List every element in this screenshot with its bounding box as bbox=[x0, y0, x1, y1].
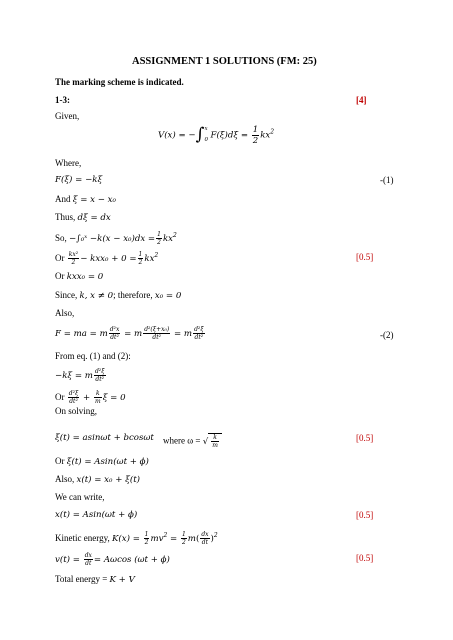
x-solution: x(t) = x₀ + ξ(t) bbox=[76, 475, 141, 485]
question-label: 1-3: bbox=[55, 95, 70, 105]
potential-equation: V(x) = −∫ x 0 F(ξ)dξ = $\frac{1}{2}$ $kx^2$ bbox=[158, 124, 275, 146]
dxi-equation: dξ = dx bbox=[77, 213, 111, 223]
or-word-3: Or bbox=[55, 392, 65, 402]
so-line: So, −∫₀ˣ −k(x − x₀)dx = $\frac{1}{2}$ $kx^2$ bbox=[55, 230, 177, 246]
xi-solution: ξ(t) = asinωt + bcosωt bbox=[55, 433, 154, 443]
kinetic-word: Kinetic energy, bbox=[55, 532, 110, 543]
or-line-3: Or $\frac{\text{d²ξ}}{\text{dt²}}$ + $\frac{k}{m}$ ξ = 0 bbox=[55, 390, 126, 405]
motion-equation: −kξ = m $\frac{\text{d²ξ}}{\text{dt²}}$ bbox=[55, 368, 105, 383]
k-x-nonzero: k, x ≠ 0 bbox=[79, 291, 114, 301]
also-line-2 bbox=[55, 474, 140, 486]
we-can-write-text: We can write, bbox=[55, 492, 105, 502]
also-word-2: Also, bbox=[55, 474, 75, 484]
thus-word: Thus, bbox=[55, 212, 76, 222]
kinetic-energy-line: Kinetic energy, K(x) = $\frac{1}{2}$ $mv^2$ = $\frac{1}{2}$ m( $\frac{dx}{dt}$ )$^2$ bbox=[55, 530, 218, 546]
xi-definition-line bbox=[55, 194, 116, 206]
mark-4: [0.5] bbox=[356, 553, 374, 563]
omega-definition: where ω = √ $\frac{k}{m}$ bbox=[163, 433, 222, 449]
total-word: Total energy = bbox=[55, 574, 108, 584]
equation-label-2: -(2) bbox=[380, 330, 394, 340]
half-fraction: $\frac{1}{2}$ bbox=[252, 124, 259, 146]
velocity-lhs: v(t) = bbox=[55, 555, 80, 565]
velocity-equation: v(t) = $\frac{dx}{dt}$ = Aωcos (ωt + ϕ) bbox=[55, 552, 170, 567]
total-energy-line bbox=[55, 574, 135, 586]
or-equation-1: − kxx₀ + 0 = bbox=[80, 253, 137, 264]
dxi-line bbox=[55, 212, 111, 224]
mark-2: [0.5] bbox=[356, 433, 374, 443]
where-text: Where, bbox=[55, 158, 82, 168]
so-word: So, bbox=[55, 232, 67, 243]
since-line bbox=[55, 290, 181, 302]
marking-scheme-note: The marking scheme is indicated. bbox=[55, 77, 184, 87]
or-line-4 bbox=[55, 456, 149, 468]
mark-3: [0.5] bbox=[356, 510, 374, 520]
where-omega-text: where ω = bbox=[163, 435, 201, 446]
given-text: Given, bbox=[55, 111, 80, 121]
xi-solution-2: ξ(t) = Asin(ωt + ϕ) bbox=[66, 457, 149, 467]
force-definition: F(ξ) = −kξ bbox=[55, 175, 103, 185]
motion-lhs: −kξ = m bbox=[55, 371, 93, 381]
from-eq-text: From eq. (1) and (2): bbox=[55, 351, 131, 361]
page-title: ASSIGNMENT 1 SOLUTIONS (FM: 25) bbox=[132, 56, 317, 67]
on-solving-text: On solving, bbox=[55, 406, 98, 416]
also-text-1: Also, bbox=[55, 308, 75, 318]
x-solution-2: x(t) = Asin(ωt + ϕ) bbox=[55, 510, 138, 520]
since-suffix: ; therefore, bbox=[113, 290, 153, 300]
mark-1: [0.5] bbox=[356, 252, 374, 262]
newton-equation: F = ma = m $\frac{\text{d²x}}{\text{dt²}}$ = m $\frac{\text{d²(ξ+x₀)}}{\text{dt²}}$ = m $\frac{\text{d²ξ}}{\text{dt²}}$ bbox=[55, 326, 204, 341]
so-equation: −∫₀ˣ −k(x − x₀)dx = bbox=[69, 233, 156, 244]
since-prefix: Since, bbox=[55, 290, 78, 300]
question-total-marks: [4] bbox=[356, 95, 367, 105]
total-rhs: K + V bbox=[109, 575, 135, 585]
integral-sign: ∫ bbox=[195, 124, 205, 145]
xi-definition: ξ = x − x₀ bbox=[72, 195, 116, 205]
potential-lhs: V(x) = − bbox=[158, 130, 196, 141]
or-word-1: Or bbox=[55, 252, 65, 263]
x0-zero: x₀ = 0 bbox=[154, 291, 182, 301]
newton-lhs: F = ma = m bbox=[55, 329, 108, 339]
or-word-4: Or bbox=[55, 456, 65, 466]
equation-label-1: -(1) bbox=[380, 175, 394, 185]
integral-limits: x 0 bbox=[204, 126, 208, 143]
or-line-2 bbox=[55, 271, 103, 283]
or-line-1: Or $\frac{\text{kx²}}{2}$ − kxx₀ + 0 = $\frac{1}{2}$ $kx^2$ bbox=[55, 250, 159, 266]
or-word-2: Or bbox=[55, 271, 65, 281]
kxx0-equation: kxx₀ = 0 bbox=[66, 272, 104, 282]
velocity-rhs: = Aωcos (ωt + ϕ) bbox=[93, 555, 170, 565]
kinetic-lhs: K(x) = bbox=[111, 533, 140, 544]
and-word: And bbox=[55, 194, 71, 204]
